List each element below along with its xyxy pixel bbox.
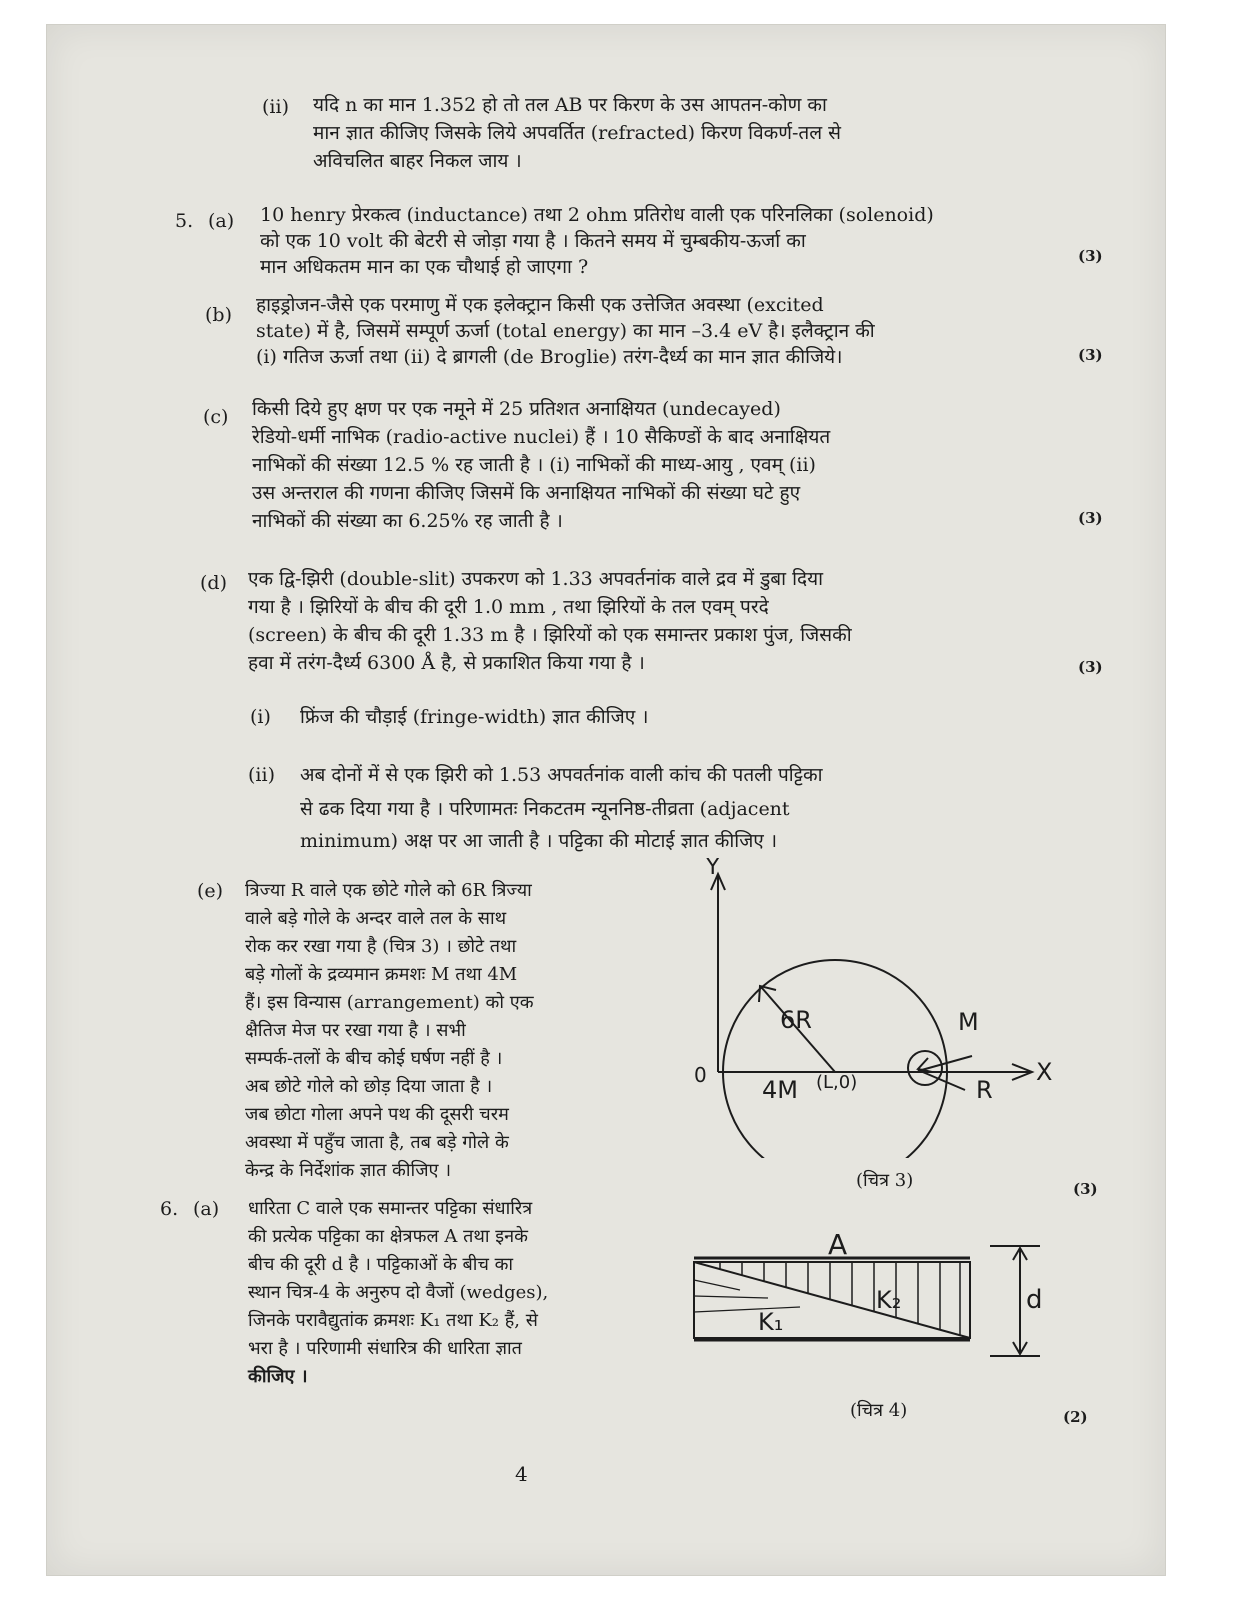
- q5e-label: (e): [197, 880, 224, 902]
- q5e-line-7: सम्पर्क-तलों के बीच कोई घर्षण नहीं है ।: [245, 1048, 503, 1069]
- q5c-line-5: नाभिकों की संख्या का 6.25% रह जाती है ।: [252, 510, 563, 532]
- q5c-line-1: किसी दिये हुए क्षण पर एक नमूने में 25 प्रतिशत अनाक्षियत (undecayed): [252, 398, 781, 420]
- small-sphere: [908, 1051, 942, 1085]
- q6a-line-6: भरा है । परिणामी संधारित्र की धारिता ज्ञात: [248, 1338, 522, 1359]
- k1-hatching: [694, 1280, 800, 1312]
- q5d-i-label: (i): [250, 706, 271, 728]
- page-number: 4: [515, 1462, 528, 1486]
- q5a-marks: (3): [1078, 247, 1103, 265]
- fig4-k2-label: K₂: [876, 1286, 902, 1314]
- q5a-line-1: 10 henry प्रेरकत्व (inductance) तथा 2 ohm प्रतिरोध वाली एक परिनलिका (solenoid): [260, 204, 934, 226]
- figure-4-caption: (चित्र 4): [850, 1400, 908, 1421]
- q5e-line-9: जब छोटा गोला अपने पथ की दूसरी चरम: [245, 1104, 509, 1125]
- question-5-number: 5.: [175, 210, 194, 232]
- q5c-line-3: नाभिकों की संख्या 12.5 % रह जाती है । (i) नाभिकों की माध्य-आयु , एवम् (ii): [252, 454, 816, 476]
- q5e-line-4: बड़े गोलों के द्रव्यमान क्रमशः M तथा 4M: [245, 964, 518, 985]
- fig3-6r-label: 6R: [780, 1006, 812, 1034]
- q5a-label: (a): [208, 210, 235, 232]
- fig4-k1-label: K₁: [758, 1308, 784, 1336]
- q5e-line-6: क्षैतिज मेज पर रखा गया है । सभी: [245, 1020, 466, 1041]
- large-sphere: [723, 960, 947, 1158]
- q5c-marks: (3): [1078, 509, 1103, 527]
- q6a-line-3: बीच की दूरी d है । पट्टिकाओं के बीच का: [248, 1254, 514, 1275]
- q5d-ii-line-1: अब दोनों में से एक झिरी को 1.53 अपवर्तनांक वाली कांच की पतली पट्टिका: [300, 764, 823, 786]
- q6a-label: (a): [193, 1198, 220, 1220]
- q6a-line-1: धारिता C वाले एक समान्तर पट्टिका संधारित्र: [248, 1198, 533, 1219]
- q5e-line-8: अब छोटे गोले को छोड़ दिया जाता है ।: [245, 1076, 493, 1097]
- figure-3-caption: (चित्र 3): [856, 1170, 914, 1191]
- q5d-ii-line-3: minimum) अक्ष पर आ जाती है । पट्टिका की मोटाई ज्ञात कीजिए ।: [300, 830, 778, 852]
- q4-ii-line-2: मान ज्ञात कीजिए जिसके लिये अपवर्तित (refracted) किरण विकर्ण-तल से: [313, 122, 841, 144]
- q5d-line-3: (screen) के बीच की दूरी 1.33 m है । झिरियों को एक समान्तर प्रकाश पुंज, जिसकी: [248, 624, 852, 646]
- q5d-label: (d): [200, 572, 227, 594]
- q5c-line-4: उस अन्तराल की गणना कीजिए जिसमें कि अनाक्षियत नाभिकों की संख्या घटे हुए: [252, 482, 801, 504]
- q6a-line-5: जिनके परावैद्युतांक क्रमशः K₁ तथा K₂ हैं, से: [248, 1310, 538, 1331]
- q5d-i-line-1: फ्रिंज की चौड़ाई (fringe-width) ज्ञात कीजिए ।: [300, 706, 649, 728]
- q5e-line-11: केन्द्र के निर्देशांक ज्ञात कीजिए ।: [245, 1160, 452, 1181]
- q5d-line-4: हवा में तरंग-दैर्ध्य 6300 Å है, से प्रकाशित किया गया है ।: [248, 652, 645, 674]
- q4-ii-line-3: अविचलित बाहर निकल जाय ।: [313, 150, 522, 172]
- fig3-x-label: X: [1036, 1058, 1053, 1086]
- q6a-line-4: स्थान चित्र-4 के अनुरुप दो वैजों (wedges),: [248, 1282, 549, 1303]
- q4-ii-line-1: यदि n का मान 1.352 हो तो तल AB पर किरण के उस आपतन-कोण का: [313, 94, 827, 116]
- question-6-number: 6.: [160, 1198, 179, 1220]
- q5d-ii-label: (ii): [248, 764, 275, 786]
- q5e-marks: (3): [1073, 1180, 1098, 1198]
- fig3-y-label: Y: [706, 858, 720, 880]
- fig3-r-label: R: [976, 1076, 993, 1104]
- q5d-line-2: गया है । झिरियों के बीच की दूरी 1.0 mm , तथा झिरियों के तल एवम् परदे: [248, 596, 769, 618]
- figure-3-diagram: [680, 858, 1070, 1158]
- q5e-line-5: हैं। इस विन्यास (arrangement) को एक: [245, 992, 534, 1013]
- wedge-boundary: [694, 1262, 970, 1338]
- q5b-line-2: state) में है, जिसमें सम्पूर्ण ऊर्जा (total energy) का मान –3.4 eV है। इलैक्ट्रान की: [256, 320, 875, 342]
- q5d-line-1: एक द्वि-झिरी (double-slit) उपकरण को 1.33 अपवर्तनांक वाले द्रव में डुबा दिया: [248, 568, 824, 590]
- q5b-line-3: (i) गतिज ऊर्जा तथा (ii) दे ब्रागली (de Broglie) तरंग-दैर्ध्य का मान ज्ञात कीजिये।: [256, 346, 843, 368]
- q5a-line-3: मान अधिकतम मान का एक चौथाई हो जाएगा ?: [260, 256, 589, 278]
- q5d-marks: (3): [1078, 658, 1103, 676]
- q5a-line-2: को एक 10 volt की बेटरी से जोड़ा गया है । कितने समय में चुम्बकीय-ऊर्जा का: [260, 230, 806, 252]
- q5e-line-1: त्रिज्या R वाले एक छोटे गोले को 6R त्रिज्या: [245, 880, 532, 901]
- fig3-center-label: (L,0): [816, 1072, 858, 1093]
- q4-ii-label: (ii): [262, 96, 289, 118]
- q5b-label: (b): [205, 304, 232, 326]
- fig4-a-label: A: [828, 1230, 848, 1261]
- q5e-line-2: वाले बड़े गोले के अन्दर वाले तल के साथ: [245, 908, 507, 929]
- q6a-line-7: कीजिए ।: [248, 1366, 308, 1387]
- q5e-line-3: रोक कर रखा गया है (चित्र 3) । छोटे तथा: [245, 936, 517, 957]
- q6a-line-2: की प्रत्येक पट्टिका का क्षेत्रफल A तथा इनके: [248, 1226, 528, 1247]
- fig3-m-label: M: [958, 1008, 979, 1036]
- fig3-origin-label: 0: [694, 1063, 707, 1087]
- q5d-ii-line-2: से ढक दिया गया है । परिणामतः निकटतम न्यूननिष्ठ-तीव्रता (adjacent: [300, 798, 790, 820]
- q5e-line-10: अवस्था में पहुँच जाता है, तब बड़े गोले के: [245, 1132, 509, 1153]
- figure-4-diagram: [680, 1230, 1060, 1370]
- q6a-marks: (2): [1063, 1408, 1088, 1426]
- k2-hatching: [720, 1262, 960, 1335]
- q5c-line-2: रेडियो-धर्मी नाभिक (radio-active nuclei) हैं । 10 सैकिण्डों के बाद अनाक्षियत: [252, 426, 831, 448]
- fig3-4m-label: 4M: [762, 1076, 798, 1104]
- q5b-marks: (3): [1078, 346, 1103, 364]
- q5c-label: (c): [203, 406, 229, 428]
- fig4-d-label: d: [1026, 1285, 1043, 1315]
- q5b-line-1: हाइड्रोजन-जैसे एक परमाणु में एक इलेक्ट्रान किसी एक उत्तेजित अवस्था (excited: [256, 294, 824, 316]
